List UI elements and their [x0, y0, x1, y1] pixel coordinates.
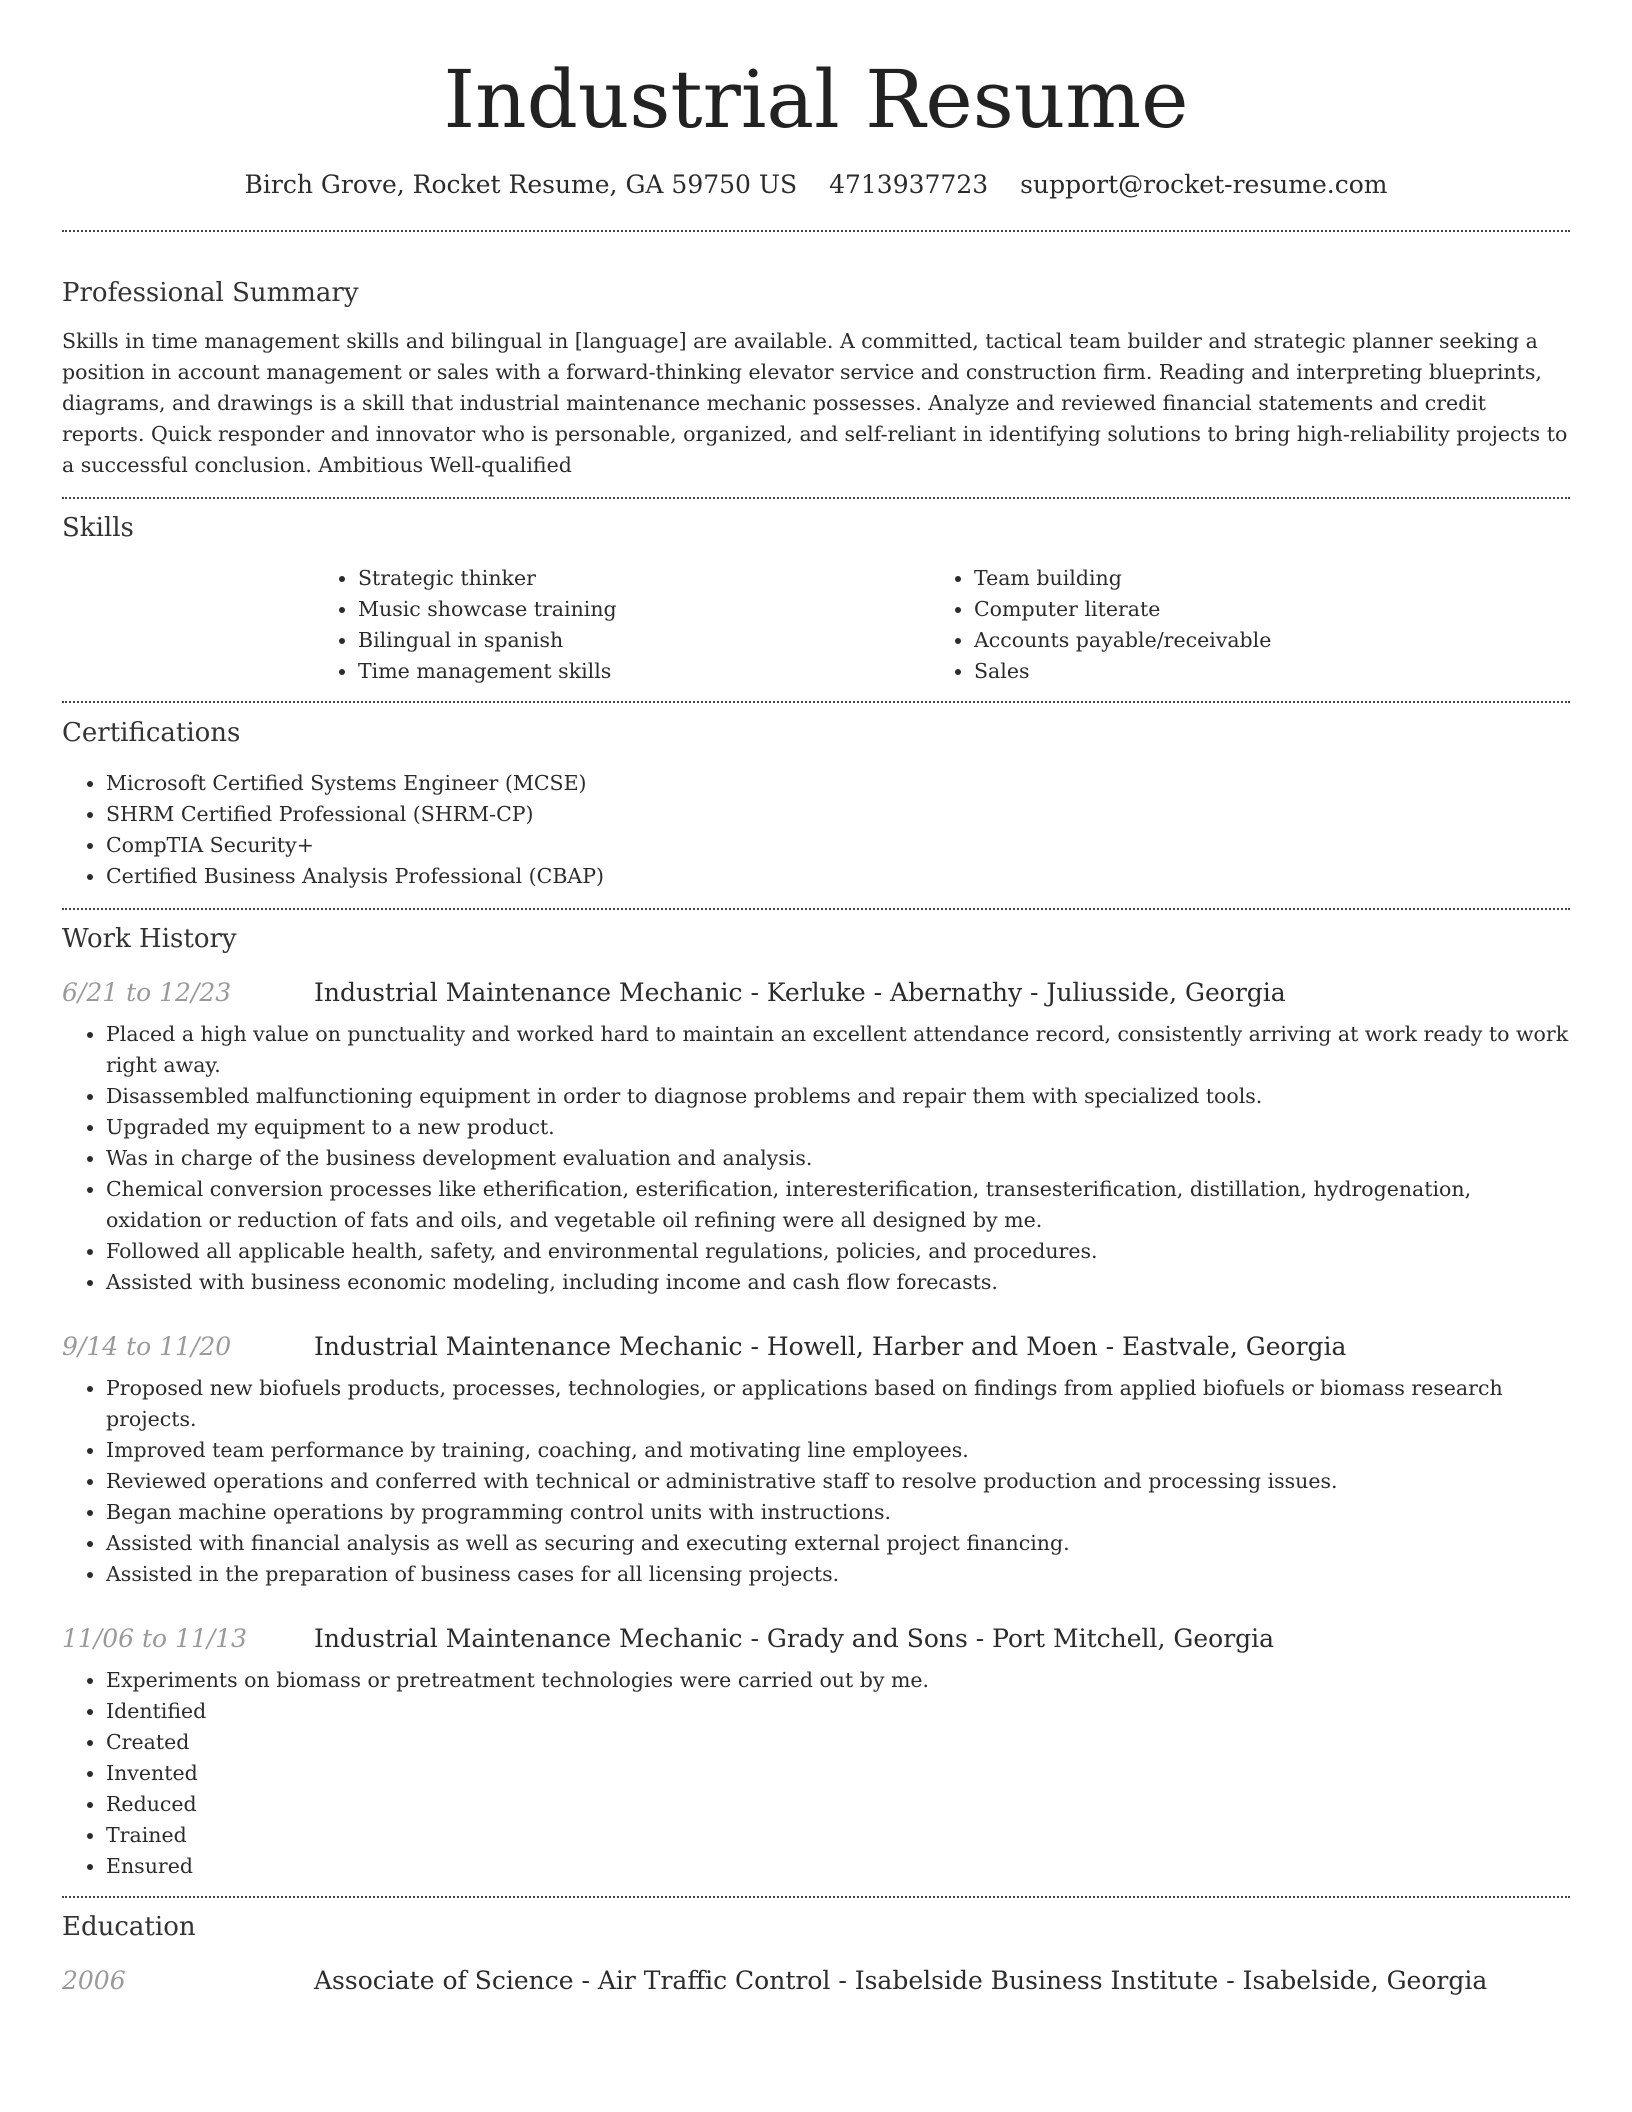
resume-title: Industrial Resume: [443, 53, 1189, 146]
summary-heading: Professional Summary: [62, 278, 359, 308]
job-bullet: • Was in charge of the business development evaluation and analysis.: [106, 1143, 1570, 1174]
job-bullet: • Assisted with financial analysis as well as securing and executing external project financing.: [106, 1528, 1570, 1559]
skills-heading: Skills: [62, 513, 134, 543]
job-bullet: • Assisted in the preparation of business cases for all licensing projects.: [106, 1559, 1570, 1590]
certification-item: • Microsoft Certified Systems Engineer (MCSE): [106, 768, 1570, 799]
certifications-list: [62, 768, 1570, 892]
job-bullets: [62, 1373, 1570, 1590]
job-bullet: • Proposed new biofuels products, processes, technologies, or applications based on findings from applied biofuels or biomass research projects.: [106, 1373, 1570, 1435]
certification-item: • SHRM Certified Professional (SHRM-CP): [106, 799, 1570, 830]
skills-section: [62, 499, 1570, 687]
contact-line: [62, 170, 1570, 199]
job-dates: 11/06 to 11/13: [62, 1624, 248, 1653]
education-heading: Education: [62, 1912, 196, 1942]
certification-item: • Certified Business Analysis Professional (CBAP): [106, 861, 1570, 892]
resume-header: [62, 0, 1570, 199]
skill-item: • Accounts payable/receivable: [974, 625, 1570, 656]
skill-item: • Computer literate: [974, 594, 1570, 625]
certifications-section: [62, 703, 1570, 892]
job-bullet: • Invented: [106, 1758, 1570, 1789]
skill-item: • Bilingual in spanish: [358, 625, 930, 656]
job-entry: [62, 1332, 1570, 1590]
summary-text: Skills in time management skills and bilingual in [language] are available. A committed, tactical team builder and strategic planner seeking a position in account management or sales with a forward-thinking elevator service and construction firm. Reading and interpreting blueprints, diagrams, and drawings is a skill that industrial maintenance mechanic possesses. Analyze and reviewed financial statements and credit reports. Quick responder and innovator who is personable, organized, and self-reliant in identifying solutions to bring high-reliability projects to a successful conclusion. Ambitious Well-qualified: [62, 329, 1568, 477]
job-entry: [62, 978, 1570, 1298]
contact-address: Birch Grove, Rocket Resume, GA 59750 US: [244, 170, 798, 199]
education-section: [62, 1898, 1570, 1995]
skills-list-left: [314, 563, 930, 687]
job-header: [62, 1624, 1570, 1653]
education-year: 2006: [62, 1966, 126, 1995]
job-header: [62, 1332, 1570, 1361]
summary-section: [62, 232, 1570, 481]
education-degree: Associate of Science - Air Traffic Control - Isabelside Business Institute - Isabelside, Georgia: [314, 1966, 1488, 1995]
job-bullet: • Upgraded my equipment to a new product.: [106, 1112, 1570, 1143]
skill-item: • Team building: [974, 563, 1570, 594]
job-bullet: • Trained: [106, 1820, 1570, 1851]
contact-phone: 4713937723: [829, 170, 989, 199]
job-bullet: • Improved team performance by training, coaching, and motivating line employees.: [106, 1435, 1570, 1466]
job-entry: [62, 1624, 1570, 1882]
work-history-section: [62, 910, 1570, 1882]
skill-item: • Music showcase training: [358, 594, 930, 625]
job-bullet: • Assisted with business economic modeling, including income and cash flow forecasts.: [106, 1267, 1570, 1298]
job-bullet: • Ensured: [106, 1851, 1570, 1882]
education-entry: [62, 1966, 1570, 1995]
job-bullet: • Disassembled malfunctioning equipment in order to diagnose problems and repair them with specialized tools.: [106, 1081, 1570, 1112]
job-bullet: • Reviewed operations and conferred with technical or administrative staff to resolve production and processing issues.: [106, 1466, 1570, 1497]
skills-list-right: [930, 563, 1570, 687]
certifications-heading: Certifications: [62, 718, 241, 748]
job-bullet: • Reduced: [106, 1789, 1570, 1820]
skill-item: • Strategic thinker: [358, 563, 930, 594]
job-bullet: • Created: [106, 1727, 1570, 1758]
job-header: [62, 978, 1570, 1007]
job-bullets: [62, 1019, 1570, 1298]
skill-item: • Sales: [974, 656, 1570, 687]
job-dates: 6/21 to 12/23: [62, 978, 232, 1007]
contact-email: support@rocket-resume.com: [1020, 170, 1388, 199]
job-bullet: • Chemical conversion processes like etherification, esterification, interesterification, transesterification, distillation, hydrogenation, oxidation or reduction of fats and oils, and vegetable oil refining were all designed by me.: [106, 1174, 1570, 1236]
job-bullet: • Experiments on biomass or pretreatment technologies were carried out by me.: [106, 1665, 1570, 1696]
work-history-heading: Work History: [62, 924, 237, 954]
certification-item: • CompTIA Security+: [106, 830, 1570, 861]
job-dates: 9/14 to 11/20: [62, 1332, 232, 1361]
job-bullet: • Identified: [106, 1696, 1570, 1727]
job-title: Industrial Maintenance Mechanic - Howell, Harber and Moen - Eastvale, Georgia: [314, 1332, 1347, 1361]
job-bullets: [62, 1665, 1570, 1882]
job-title: Industrial Maintenance Mechanic - Grady and Sons - Port Mitchell, Georgia: [314, 1624, 1275, 1653]
job-bullet: • Began machine operations by programming control units with instructions.: [106, 1497, 1570, 1528]
skills-grid: [314, 563, 1570, 687]
skill-item: • Time management skills: [358, 656, 930, 687]
job-bullet: • Followed all applicable health, safety, and environmental regulations, policies, and procedures.: [106, 1236, 1570, 1267]
job-bullet: • Placed a high value on punctuality and worked hard to maintain an excellent attendance record, consistently arriving at work ready to work right away.: [106, 1019, 1570, 1081]
job-title: Industrial Maintenance Mechanic - Kerluke - Abernathy - Juliusside, Georgia: [314, 978, 1286, 1007]
